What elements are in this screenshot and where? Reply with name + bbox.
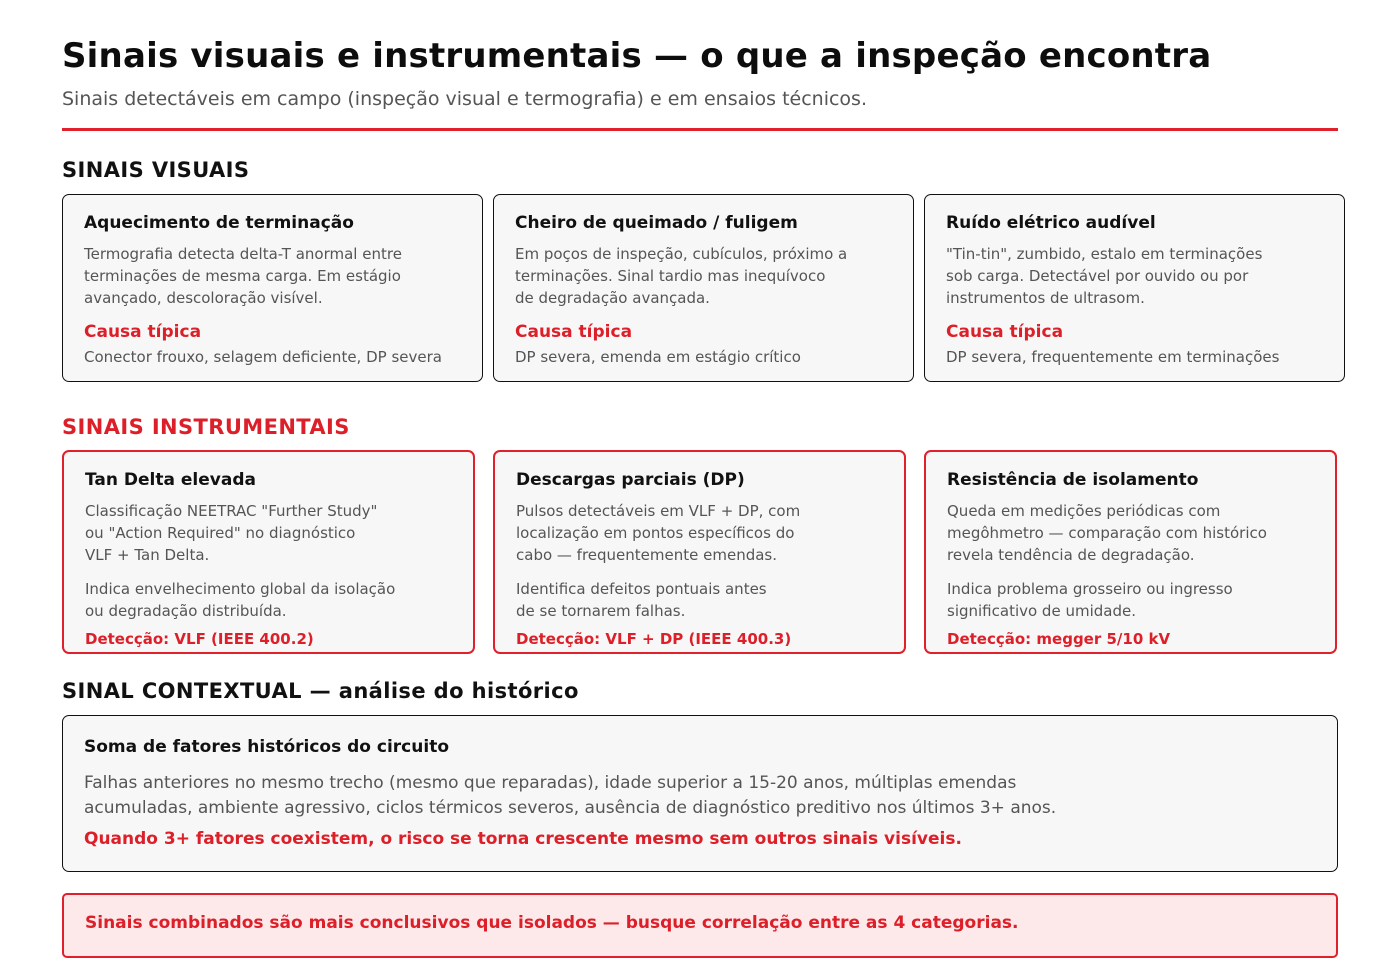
visual-card-termination-heating (62, 194, 483, 382)
card-title: Descargas parciais (DP) (516, 470, 745, 490)
card-title: Soma de fatores históricos do circuito (84, 737, 449, 757)
card-description: Falhas anteriores no mesmo trecho (mesmo que reparadas), idade superior a 15-20 anos, múltiplas emendas acumuladas, ambiente agressivo, ciclos térmicos severos, ausência de diagnóstico preditivo nos últimos 3+ anos. (84, 773, 1057, 818)
visual-card-audible-noise (924, 194, 1345, 382)
detection-method: Detecção: megger 5/10 kV (947, 630, 1171, 648)
instrumental-card-partial-discharge (493, 450, 906, 654)
card-title: Aquecimento de terminação (84, 213, 354, 233)
summary-banner-text: Sinais combinados são mais conclusivos que isolados — busque correlação entre as 4 categorias. (85, 913, 1019, 933)
contextual-section-heading: SINAL CONTEXTUAL — análise do histórico (62, 679, 579, 703)
card-title: Resistência de isolamento (947, 470, 1199, 490)
card-description: Classificação NEETRAC "Further Study" ou "Action Required" no diagnóstico VLF + Tan Delta. (85, 502, 378, 564)
cause-text: DP severa, frequentemente em terminações (946, 348, 1280, 366)
cause-label: Causa típica (84, 322, 202, 342)
risk-emphasis: Quando 3+ fatores coexistem, o risco se torna crescente mesmo sem outros sinais visíveis. (84, 829, 962, 849)
cause-text: DP severa, emenda em estágio crítico (515, 348, 801, 366)
card-title: Ruído elétrico audível (946, 213, 1156, 233)
cause-label: Causa típica (515, 322, 633, 342)
card-description: Termografia detecta delta-T anormal entre terminações de mesma carga. Em estágio avançado, descoloração visível. (84, 245, 402, 307)
card-description: Pulsos detectáveis em VLF + DP, com localização em pontos específicos do cabo — frequentemente emendas. (516, 502, 801, 564)
card-title: Tan Delta elevada (85, 470, 256, 490)
cause-text: Conector frouxo, selagem deficiente, DP severa (84, 348, 442, 366)
card-description: "Tin-tin", zumbido, estalo em terminações sob carga. Detectável por ouvido ou por instrumentos de ultrasom. (946, 245, 1263, 307)
detection-method: Detecção: VLF (IEEE 400.2) (85, 630, 314, 648)
cause-label: Causa típica (946, 322, 1064, 342)
card-description: Em poços de inspeção, cubículos, próximo a terminações. Sinal tardio mas inequívoco de degradação avançada. (515, 245, 848, 307)
page-title: Sinais visuais e instrumentais — o que a inspeção encontra (62, 36, 1212, 76)
page-subtitle: Sinais detectáveis em campo (inspeção visual e termografia) e em ensaios técnicos. (62, 88, 867, 110)
card-note: Identifica defeitos pontuais antes de se tornarem falhas. (516, 580, 767, 620)
card-title: Cheiro de queimado / fuligem (515, 213, 798, 233)
card-note: Indica problema grosseiro ou ingresso significativo de umidade. (947, 580, 1233, 620)
instrumental-section-heading: SINAIS INSTRUMENTAIS (62, 415, 350, 439)
summary-banner (62, 893, 1338, 958)
instrumental-card-tan-delta (62, 450, 475, 654)
detection-method: Detecção: VLF + DP (IEEE 400.3) (516, 630, 792, 648)
visual-card-burning-smell (493, 194, 914, 382)
header-divider (62, 128, 1338, 131)
card-description: Queda em medições periódicas com megôhmetro — comparação com histórico revela tendência de degradação. (947, 502, 1267, 564)
card-note: Indica envelhecimento global da isolação ou degradação distribuída. (85, 580, 396, 620)
contextual-card (62, 715, 1338, 872)
visual-section-heading: SINAIS VISUAIS (62, 158, 250, 182)
instrumental-card-insulation-resistance (924, 450, 1337, 654)
